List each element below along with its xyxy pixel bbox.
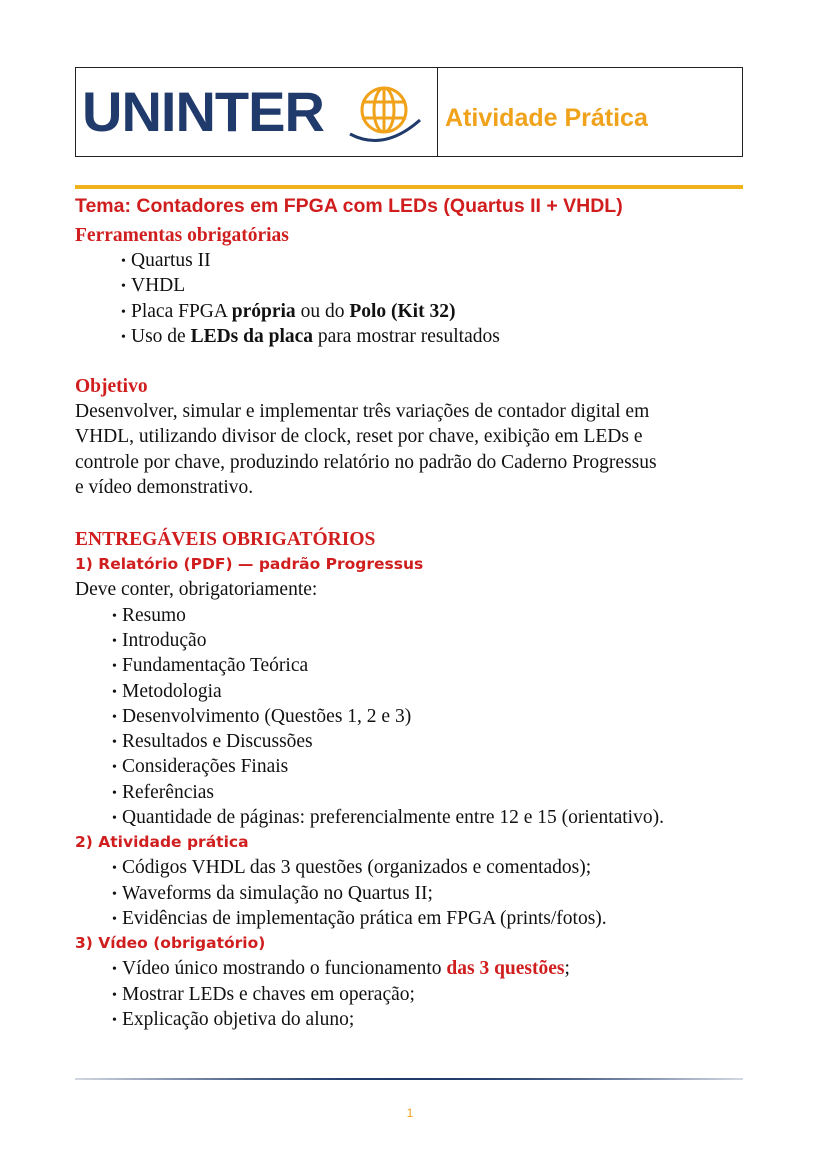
tools-heading: Ferramentas obrigatórias — [75, 225, 289, 246]
list-item — [121, 273, 743, 298]
list-item: • Considerações Finais — [112, 754, 743, 779]
list-item: • Referências — [112, 780, 743, 805]
objective-line: VHDL, utilizando divisor de clock, reset por chave, exibição em LEDs e — [75, 426, 643, 448]
list-item: • Waveforms da simulação no Quartus II; — [112, 881, 743, 906]
document-type: Atividade Prática — [445, 104, 648, 132]
list-item: • Mostrar LEDs e chaves em operação; — [112, 982, 743, 1007]
header-box — [75, 67, 743, 157]
objective-heading: Objetivo — [75, 376, 148, 398]
globe-logo-icon — [344, 80, 424, 148]
footer-divider — [75, 1077, 743, 1081]
objective-line: Desenvolver, simular e implementar três variações de contador digital em — [75, 401, 650, 423]
list-item: • Quantidade de páginas: preferencialmente entre 12 e 15 (orientativo). — [112, 805, 743, 830]
list-item: • Desenvolvimento (Questões 1, 2 e 3) — [112, 704, 743, 729]
report-intro: Deve conter, obrigatoriamente: — [75, 579, 318, 601]
emphasis-text: Polo (Kit 32) — [349, 300, 456, 322]
list-item-text: Vídeo único mostrando o funcionamento — [122, 958, 447, 980]
tools-list — [75, 248, 743, 349]
list-item — [112, 956, 743, 981]
list-item-text: para mostrar resultados — [313, 325, 500, 347]
deliverables-heading: ENTREGÁVEIS OBRIGATÓRIOS — [75, 529, 376, 551]
list-item: • Explicação objetiva do aluno; — [112, 1007, 743, 1032]
video-list — [75, 956, 743, 1032]
list-item: • Resumo — [112, 603, 743, 628]
list-item-text: ou do — [295, 300, 350, 322]
topic-title: Tema: Contadores em FPGA com LEDs (Quartus II + VHDL) — [75, 195, 623, 217]
list-item-text: ; — [564, 958, 570, 980]
objective-line: controle por chave, produzindo relatório no padrão do Caderno Progressus — [75, 451, 657, 473]
practice-heading: 2) Atividade prática — [75, 833, 249, 852]
logo-cell — [76, 68, 438, 156]
objective-line: e vídeo demonstrativo. — [75, 477, 254, 499]
title-cell — [438, 68, 742, 156]
report-list — [75, 603, 743, 831]
video-heading: 3) Vídeo (obrigatório) — [75, 934, 266, 953]
uninter-logo: UNINTER — [82, 80, 324, 143]
emphasis-text: própria — [231, 300, 296, 322]
list-item: • Fundamentação Teórica — [112, 653, 743, 678]
list-item: • Evidências de implementação prática em FPGA (prints/fotos). — [112, 906, 743, 931]
list-item: • Introdução — [112, 628, 743, 653]
list-item: • Códigos VHDL das 3 questões (organizados e comentados); — [112, 855, 743, 880]
list-item: • Resultados e Discussões — [112, 729, 743, 754]
list-item: • Metodologia — [112, 679, 743, 704]
page-number: 1 — [406, 1106, 414, 1120]
list-item-text: Uso de — [131, 325, 191, 347]
list-item — [121, 324, 743, 349]
practice-list — [75, 855, 743, 931]
report-heading: 1) Relatório (PDF) — padrão Progressus — [75, 555, 424, 574]
emphasis-text: LEDs da placa — [190, 325, 314, 347]
list-item-text: Placa FPGA — [131, 300, 232, 322]
list-item — [121, 299, 743, 324]
header-divider — [75, 185, 743, 189]
document-body — [75, 192, 743, 1032]
list-item — [121, 248, 743, 273]
list-item-text: VHDL — [131, 275, 186, 297]
list-item-text: Quartus II — [131, 250, 211, 271]
highlight-text: das 3 questões — [446, 958, 565, 980]
